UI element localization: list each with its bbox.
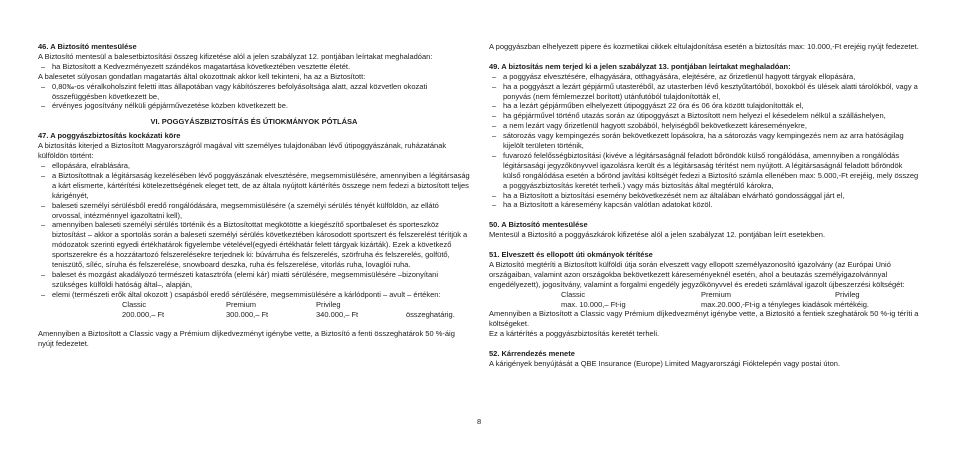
list-item: – ha Biztosított a Kedvezményezett szándékos magatartása következtében vesztette életét. xyxy=(38,62,470,72)
table-cell: 340.000,– Ft xyxy=(316,309,359,319)
limits-table xyxy=(122,300,455,320)
table-cell-value: a tényleges kiadások mértékéig. xyxy=(761,299,870,309)
list-item: – baleset és mozgást akadályozó természeti katasztrófa (elemi kár) miatti sérülésére, megsemmisülésére –bizonyítani szükséges külföldi hatóság által–, alapján, xyxy=(38,270,470,290)
table-cell xyxy=(701,300,869,310)
table-cell-value: max.20.000,-Ft-ig xyxy=(701,299,760,309)
table-header: Privileg xyxy=(835,289,860,299)
documents-table xyxy=(561,290,869,310)
list-item: – ha a Biztosított a káresemény kapcsán valótlan adatokat közöl. xyxy=(489,200,921,210)
section-52-paragraph: A kárigények benyújtását a QBE Insurance (Europe) Limited Magyarországi Fióktelepén vagy postai úton. xyxy=(489,358,841,368)
table-cell: max. 10.000,– Ft-ig xyxy=(561,299,626,309)
section-46-title: 46. A Biztosító mentesülése xyxy=(38,42,137,51)
section-47-paragraph-2: Amennyiben a Biztosított a Classic vagy a Prémium díjkedvezményt igénybe vette, a Biztosító a fenti összeghatárok 50 %-áig nyújt fedezetet. xyxy=(38,329,455,349)
section-47-title: 47. A poggyászbiztosítás kockázati köre xyxy=(38,131,181,141)
section-51-title: 51. Elveszett és ellopott úti okmányok térítése xyxy=(489,249,653,259)
page-number: 8 xyxy=(477,417,482,426)
list-item: – a nem lezárt vagy őrizetlenül hagyott szobából, helyiségből bekövetkezett káreseményekre, xyxy=(489,121,921,131)
table-header: Privileg xyxy=(316,299,341,309)
table-header: Premium xyxy=(226,299,257,309)
list-item: – elemi (természeti erők által okozott ) csapásból eredő sérülésére, megsemmisülésére a kárlódponti – avult – értéken: xyxy=(38,290,470,300)
section-51-paragraph-3: Ez a kártérítés a poggyászbiztosítás keretét terheli. xyxy=(489,329,660,339)
list-item: – fuvarozó felelősségbiztosítási (kivéve a légitársaságnál feladott bőröndök külső rongálódása, amennyiben a rongálódás légitársasági jegyzőkönyvvel igazolásra került és a légitársaság térítést nem nyújtott. A légitársaságnál feladott bőröndök külső rongálódása esetén a bőrönd javítási költségét fedezi a Biztosító számla ellenében max: 5.000,-Ft erejéig, mely összeg a poggyászbiztosítás keretét terheli.) vagy más biztosítás által megtérülő károkra, xyxy=(489,151,921,191)
list-item: – amennyiben baleseti személyi sérülés történik és a Biztosítottat megkötötte a kiegészítő sportbaleset és sporteszköz biztosítást – akkor a sportolás során a baleseti személyi sérülés következtében károsodott sportszert és felszerelést térítjük a módozatok szerinti egyedi értékhatárok figyelembe vételével(egyedi értékhatár felett tárgyak kizárták). Ezek a következő sportszerekre és a hozzátartozó felszerelésekre terjednek ki: búvárruha és felszerelés, szörfruha és felszerelés, golfütő, teniszütő, síléc, síruha és felszerelése, snowboard deszka, ruha és felszerelése, vitorlás ruha, lovaglói ruha. xyxy=(38,220,470,270)
list-item: – ellopására, elrablására, xyxy=(38,161,470,171)
section-50-title: 50. A Biztosító mentesülése xyxy=(489,220,588,230)
chapter-heading: VI. POGGYÁSZBIZTOSÍTÁS ÉS ÚTIOKMÁNYOK PÓTLÁSA xyxy=(150,117,358,127)
table-header: Classic xyxy=(122,299,147,309)
list-item: – 0,80‰-os véralkoholszint feletti ittas állapotában vagy kábítószeres befolyásoltsága alatt, azzal közvetlen okozati összefüggésben következett be, xyxy=(38,82,470,102)
section-47-paragraph: A biztosítás kiterjed a Biztosított Magyarországról magával vitt személyes tulajdonában lévő útipoggyászának, ruházatának külföldön történt: xyxy=(38,141,447,161)
list-item: – ha a Biztosított a biztosítási esemény bekövetkezését nem az általában elvárható gondossággal járt el, xyxy=(489,191,921,201)
list-item: – ha a poggyászt a lezárt gépjármű utasteréből, az utasterben lévő kesztyűtartóból, boxokból és ülések alatti tárolókból, vagy a ponyvás (nem fémlemezzel borított) utánfutóból tulajdonították el, xyxy=(489,82,921,102)
section-46-paragraph-2: A balesetet súlyosan gondatlan magatartás által okozottnak akkor kell tekinteni, ha az a Biztosított: xyxy=(38,71,366,81)
list-item: – a poggyász elvesztésére, elhagyására, otthagyására, elejtésére, az őrizetlenül hagyott tárgyak ellopására, xyxy=(489,72,921,82)
right-column xyxy=(489,42,921,369)
section-52-title: 52. Kárrendezés menete xyxy=(489,349,575,359)
section-46-paragraph: A Biztosító mentesül a balesetbiztosítási összeg kifizetése alól a jelen szabályzat 12. pontjában leírtakat meghaladóan: xyxy=(38,51,433,61)
table-cell: 300.000,– Ft xyxy=(226,309,269,319)
list-item: – sátorozás vagy kempingezés során bekövetkezett lopásokra, ha a sátorozás vagy kempingezés nem az arra hatóságilag kijelölt területen történik, xyxy=(489,131,921,151)
list-item: – érvényes jogosítvány nélküli gépjárművezetése közben következett be. xyxy=(38,101,470,111)
section-51-paragraph: A Biztosító megtéríti a Biztosított külföldi útja során elveszett vagy ellopott személyazonosító igazolvány (az Európai Unió országaiban, valamint azon országokba bekövetkezett káreseményeknél esetén, ahol a beutazás személyigazolvánnyal engedélyezett), jogosítvány, valamint a forgalmi engedély jegyzőkönyvvel és eredeti számlával igazolt újbeszerzési költségét: xyxy=(489,259,905,289)
list-item: – a Biztosítottnak a légitársaság kezelésében lévő poggyászának elvesztésére, megsemmisülésére, amennyiben a légitársaság a kárt elismerte, kártérítési kötelezettségének eleget tett, de az általa nyújtott kártérítés összege nem fedezi a biztosított teljes kárigényét, xyxy=(38,171,470,201)
section-49-title: 49. A biztosítás nem terjed ki a jelen szabályzat 13. pontjában leírtakat meghaladóan: xyxy=(489,61,791,71)
paragraph: A poggyászban elhelyezett pipere és kozmetikai cikkek eltulajdonítása esetén a biztosítás max: 10.000,-Ft erejéig nyújt fedezetet. xyxy=(489,42,919,51)
list-item: – ha gépjárművel történő utazás során az útipoggyászt a Biztosított nem helyezi el késedelem nélkül a szálláshelyen, xyxy=(489,111,921,121)
table-header: Classic xyxy=(561,289,586,299)
table-cell: 200.000,– Ft xyxy=(122,309,165,319)
list-item: – ha a lezárt gépjárműben elhelyezett útipoggyászt 22 óra és 06 óra között tulajdonították el, xyxy=(489,101,921,111)
table-cell: összeghatárig. xyxy=(406,309,455,319)
table-header: Premium xyxy=(701,289,732,299)
left-column xyxy=(38,42,470,349)
list-item: – baleseti személyi sérülésből eredő rongálódására, megsemmisülésére (a személyi sérülés tényét külföldön, az ellátó orvossal, intézménnyel igazoltatni kell), xyxy=(38,201,470,221)
section-51-paragraph-2: Amennyiben a Biztosított a Classic vagy Prémium díjkedvezményt igénybe vette, a Biztosító a fentiek szeghatárok 50 %-ig téríti a költségeket. xyxy=(489,309,919,329)
section-50-paragraph: Mentesül a Biztosító a poggyászkárok kifizetése alól a jelen szabályzat 12. pontjában leírt esetekben. xyxy=(489,230,826,240)
